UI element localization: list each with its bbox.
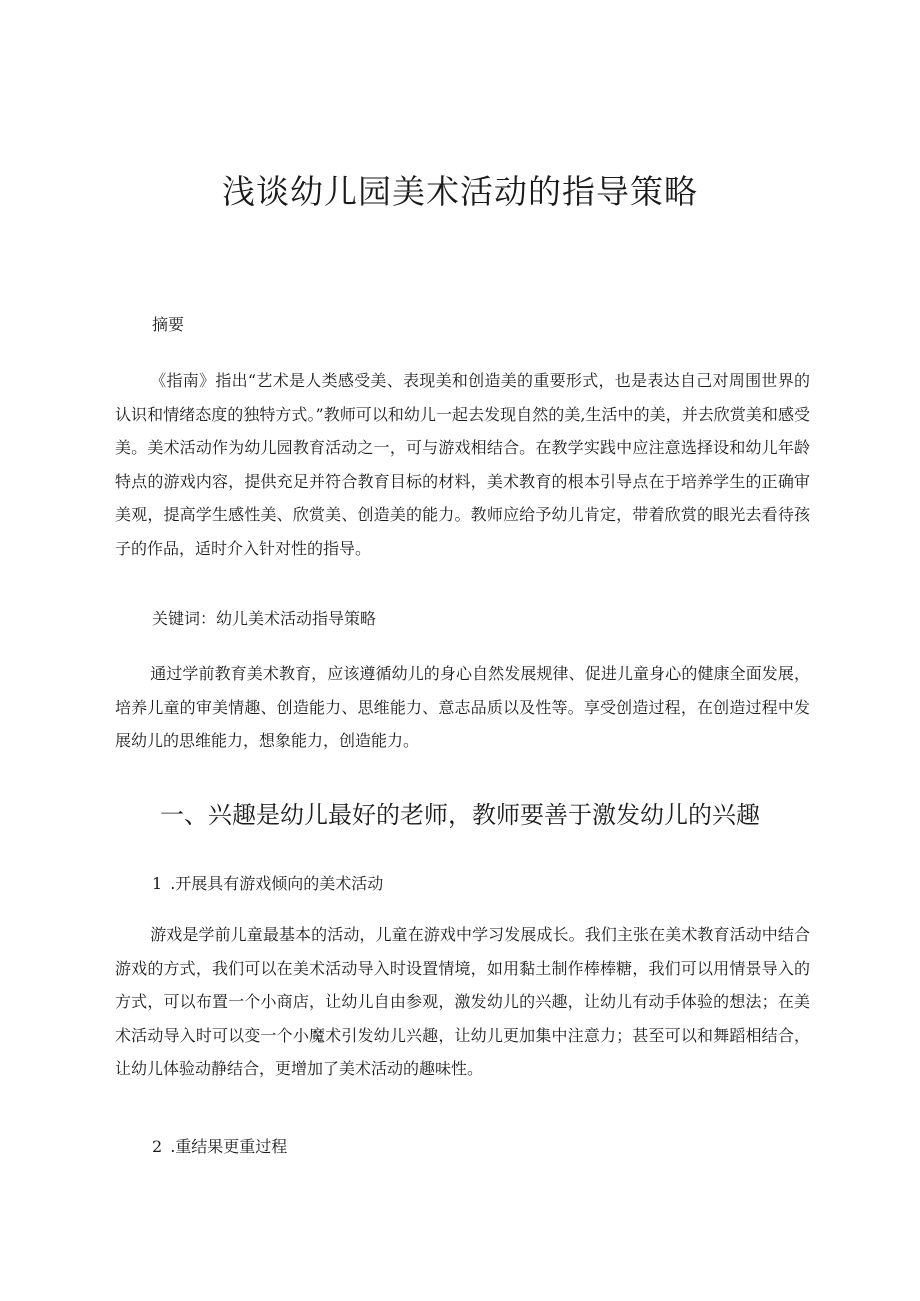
keywords-line: 关键词：幼儿美术活动指导策略 <box>152 609 377 628</box>
subsection-heading-1 <box>152 871 383 894</box>
subsection-number: 1 <box>152 874 163 893</box>
abstract-label: 摘要 <box>152 315 185 334</box>
subsection-title: .重结果更重过程 <box>170 1137 288 1156</box>
abstract-paragraph: 《指南》指出“艺术是人类感受美、表现美和创造美的重要形式，也是表达自己对周围世界的认识和情绪态度的独特方式。”教师可以和幼儿一起去发现自然的美,生活中的美，并去欣赏美和感受美。美术活动作为幼儿园教育活动之一，可与游戏相结合。在教学实践中应注意选择设和幼儿年龄特点的游戏内容，提供充足并符合教育目标的材料，美术教育的根本引导点在于培养学生的正确审美观，提高学生感性美、欣赏美、创造美的能力。教师应给予幼儿肯定，带着欣赏的眼光去看待孩子的作品，适时介入针对性的指导。 <box>115 371 810 558</box>
subsection-number: 2 <box>152 1137 163 1156</box>
subsection-heading-2 <box>152 1134 287 1157</box>
section-heading-1: 一、兴趣是幼儿最好的老师，教师要善于激发幼儿的兴趣 <box>160 801 760 829</box>
document-title: 浅谈幼儿园美术活动的指导策略 <box>222 172 698 211</box>
subsection-title: .开展具有游戏倾向的美术活动 <box>170 874 384 893</box>
subsection-1-paragraph: 游戏是学前儿童最基本的活动，儿童在游戏中学习发展成长。我们主张在美术教育活动中结合游戏的方式，我们可以在美术活动导入时设置情境，如用黏土制作棒棒糖，我们可以用情景导入的方式，可以布置一个小商店，让幼儿自由参观，激发幼儿的兴趣，让幼儿有动手体验的想法；在美术活动导入时可以变一个小魔术引发幼儿兴趣，让幼儿更加集中注意力；甚至可以和舞蹈相结合，让幼儿体验动静结合，更增加了美术活动的趣味性。 <box>115 925 810 1079</box>
intro-paragraph: 通过学前教育美术教育，应该遵循幼儿的身心自然发展规律、促进儿童身心的健康全面发展，培养儿童的审美情趣、创造能力、思维能力、意志品质以及性等。享受创造过程，在创造过程中发展幼儿的思维能力，想象能力，创造能力。 <box>115 664 810 751</box>
